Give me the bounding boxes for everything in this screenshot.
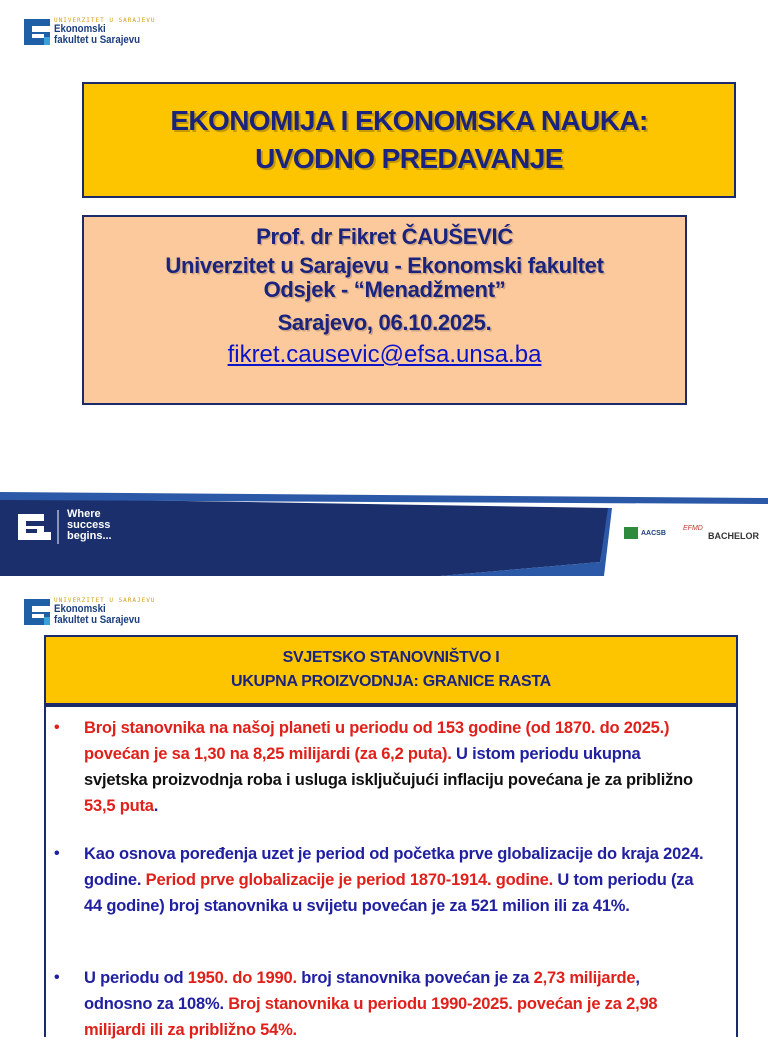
- title-box: [82, 82, 736, 198]
- content-box: [44, 705, 738, 1037]
- aacsb-badge: [624, 527, 666, 539]
- slogan-line1: Where: [67, 508, 101, 520]
- logo-line1: Ekonomski: [54, 603, 106, 615]
- place-date: Sarajevo, 06.10.2025.: [277, 310, 492, 335]
- bullet-1-part4: 53,5 puta: [84, 797, 154, 815]
- bullet-2: [46, 841, 706, 919]
- title-line2: UVODNO PREDAVANJE: [255, 143, 563, 174]
- aacsb-label: AACSB: [641, 529, 666, 537]
- bullet-3-part1: U periodu od: [84, 969, 188, 987]
- bullet-2-part2: Period prve globalizacije je period 1870-1914. godine.: [145, 871, 554, 889]
- slide-population: [0, 590, 768, 1039]
- affiliation: Univerzitet u Sarajevu - Ekonomski fakultet: [165, 253, 604, 278]
- efsa-logo-icon: [24, 19, 50, 45]
- bullet-1-part3: svjetska proizvodnja roba i usluga isključujući inflaciju povećana je za približno: [84, 771, 693, 789]
- logo-line2: fakultet u Sarajevu: [54, 34, 141, 46]
- bullet-3-part2: 1950. do 1990.: [187, 969, 297, 987]
- bullet-1-part1: Broj stanovnika na našoj planeti u periodu od 153 godine (od 1870. do 2025.) povećan je sa 1,30 na 8,25 milijardi (za 6,2 puta).: [84, 719, 670, 763]
- bachelor-label: BACHELOR: [708, 531, 759, 541]
- efsa-logo-icon: [24, 599, 50, 625]
- bullet-1-part5: .: [153, 797, 159, 815]
- email-link[interactable]: fikret.causevic@efsa.unsa.ba: [227, 341, 542, 368]
- bullet-3: [46, 965, 706, 1043]
- efmd-badge: EFMD: [683, 525, 703, 532]
- bullet-1: [46, 715, 706, 819]
- faculty-logo: [24, 18, 155, 46]
- bullet-dot: •: [54, 845, 60, 862]
- slogan: [67, 509, 112, 542]
- bullet-3-part4: 2,73 milijarde: [533, 969, 636, 987]
- title-line1: EKONOMIJA I EKONOMSKA NAUKA:: [170, 105, 648, 136]
- bullet-dot: •: [54, 719, 60, 736]
- bullet-3-part6: Broj stanovnika u periodu 1990-2025. povećan je za 2,98 milijardi ili za približno 54%.: [84, 995, 658, 1039]
- bullet-3-part3: broj stanovnika povećan je za: [296, 969, 534, 987]
- heading-line1: SVJETSKO STANOVNIŠTVO I: [282, 649, 500, 666]
- section-heading: [44, 635, 738, 705]
- logo-university-text: UNIVERZITET U SARAJEVU: [54, 597, 156, 604]
- logo-university-text: UNIVERZITET U SARAJEVU: [54, 17, 156, 24]
- faculty-logo-2: [24, 598, 155, 626]
- bullet-3-part5: , odnosno za 108%.: [84, 969, 640, 1013]
- author-info-box: [82, 215, 687, 405]
- bullet-2-part1: Kao osnova poređenja uzet je period od početka prve globalizacije do kraja 2024. godine.: [84, 845, 704, 889]
- bullet-dot: •: [54, 969, 60, 986]
- slogan-line2: success: [67, 519, 111, 531]
- bullet-1-part2: U istom periodu ukupna: [451, 745, 641, 763]
- slogan-line3: begins...: [67, 530, 112, 542]
- aacsb-icon: [624, 527, 638, 539]
- logo-line2: fakultet u Sarajevu: [54, 614, 141, 626]
- author-name: Prof. dr Fikret ČAUŠEVIĆ: [256, 224, 513, 249]
- heading-line2: UKUPNA PROIZVODNJA: GRANICE RASTA: [231, 673, 551, 690]
- bullet-2-part3: U tom periodu (za 44 godine) broj stanovnika u svijetu povećan je za 521 milion ili za 41%.: [84, 871, 694, 915]
- logo-line1: Ekonomski: [54, 23, 106, 35]
- department: Odsjek - “Menadžment”: [263, 277, 506, 302]
